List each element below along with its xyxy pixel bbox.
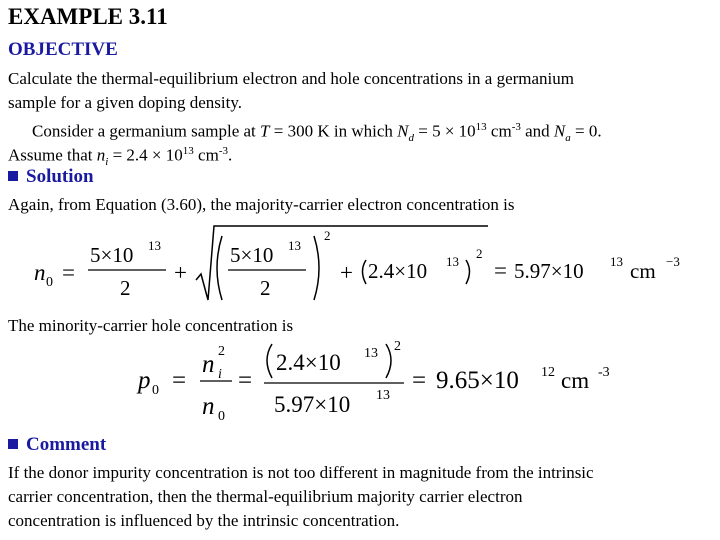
- eq1-frac-exp: 13: [148, 238, 161, 253]
- comment-line-3: concentration is influenced by the intrinsic concentration.: [8, 511, 400, 530]
- eq1-ni-square: 2: [476, 246, 483, 261]
- eq2-right-paren: [386, 344, 391, 378]
- solution-heading: Solution: [8, 166, 94, 188]
- eq2-num-exp: 13: [364, 346, 378, 361]
- eq2-equals-3: =: [412, 367, 427, 394]
- solution-text: Again, from Equation (3.60), the majority-carrier electron concentration is: [8, 195, 515, 214]
- eq1-right-paren: [314, 236, 319, 300]
- objective-heading: OBJECTIVE: [8, 39, 118, 60]
- eq1-inner-numerator: 5×10: [230, 243, 274, 267]
- eq1-ni-right-paren: [466, 260, 470, 284]
- eq2-num-base: 2.4×10: [276, 350, 341, 375]
- eq1-equals: =: [62, 260, 75, 285]
- equation-majority-electron: [34, 226, 680, 300]
- eq2-unit-exp: -3: [598, 365, 610, 380]
- eq1-plus: +: [174, 260, 187, 285]
- eq2-num-sub: i: [218, 367, 222, 382]
- eq1-plus-2: +: [340, 260, 353, 285]
- eq1-ni-left-paren: [363, 260, 367, 284]
- eq2-left-paren: [267, 344, 272, 378]
- objective-line-2: sample for a given doping density.: [8, 93, 243, 112]
- eq1-frac-numerator: 5×10: [90, 243, 134, 267]
- eq1-inner-exp: 13: [288, 238, 301, 253]
- eq2-equals-2: =: [238, 367, 253, 394]
- eq2-square: 2: [394, 339, 401, 354]
- comment-line-1: If the donor impurity concentration is not too different in magnitude from the intrinsic: [8, 463, 594, 482]
- eq1-ni-base: 2.4×10: [368, 259, 428, 283]
- eq2-lhs-p: p: [138, 367, 151, 394]
- comment-heading: Comment: [8, 434, 106, 456]
- eq1-unit: cm: [630, 259, 656, 283]
- eq2-num-sup: 2: [218, 344, 225, 359]
- eq2-num-n: n: [202, 351, 215, 378]
- bullet-square-icon: [8, 439, 18, 449]
- eq2-result-exp: 12: [541, 365, 555, 380]
- eq1-result: 5.97×10: [514, 259, 584, 283]
- eq2-unit: cm: [561, 368, 590, 393]
- minority-text: The minority-carrier hole concentration is: [8, 316, 294, 335]
- eq1-result-equals: =: [494, 258, 507, 283]
- eq2-result: 9.65×10: [436, 367, 519, 394]
- eq1-lhs-sub: 0: [46, 275, 53, 290]
- eq2-den-exp: 13: [376, 388, 390, 403]
- eq1-frac-denominator: 2: [120, 276, 131, 300]
- eq1-lhs-n: n: [34, 260, 46, 285]
- eq2-den-base: 5.97×10: [274, 392, 351, 417]
- objective-line-1: Calculate the thermal-equilibrium electron and hole concentrations in a germanium: [8, 69, 574, 88]
- comment-line-2: carrier concentration, then the thermal-equilibrium majority carrier electron: [8, 487, 523, 506]
- eq1-left-paren: [217, 236, 222, 300]
- eq1-unit-exp: −3: [666, 254, 680, 269]
- eq2-equals: =: [172, 367, 187, 394]
- eq1-result-exp: 13: [610, 254, 623, 269]
- eq2-den-sub: 0: [218, 409, 225, 424]
- equation-minority-hole: [136, 339, 610, 424]
- eq2-lhs-sub: 0: [152, 383, 159, 398]
- eq1-square: 2: [324, 228, 331, 243]
- eq1-inner-denominator: 2: [260, 276, 271, 300]
- assume-line: Assume that $n_i = 2.4 \times 10^{13}$ $cm^{-3}$.: [8, 145, 233, 169]
- example-title: EXAMPLE 3.11: [8, 4, 168, 29]
- eq2-den-n: n: [202, 393, 215, 420]
- consider-line: Consider a germanium sample at T = 300 K in which $N_d = 5 \times 10^{13}$ $cm^{-3}$ and $N_a = 0$.: [32, 121, 602, 145]
- eq1-ni-exp: 13: [446, 254, 459, 269]
